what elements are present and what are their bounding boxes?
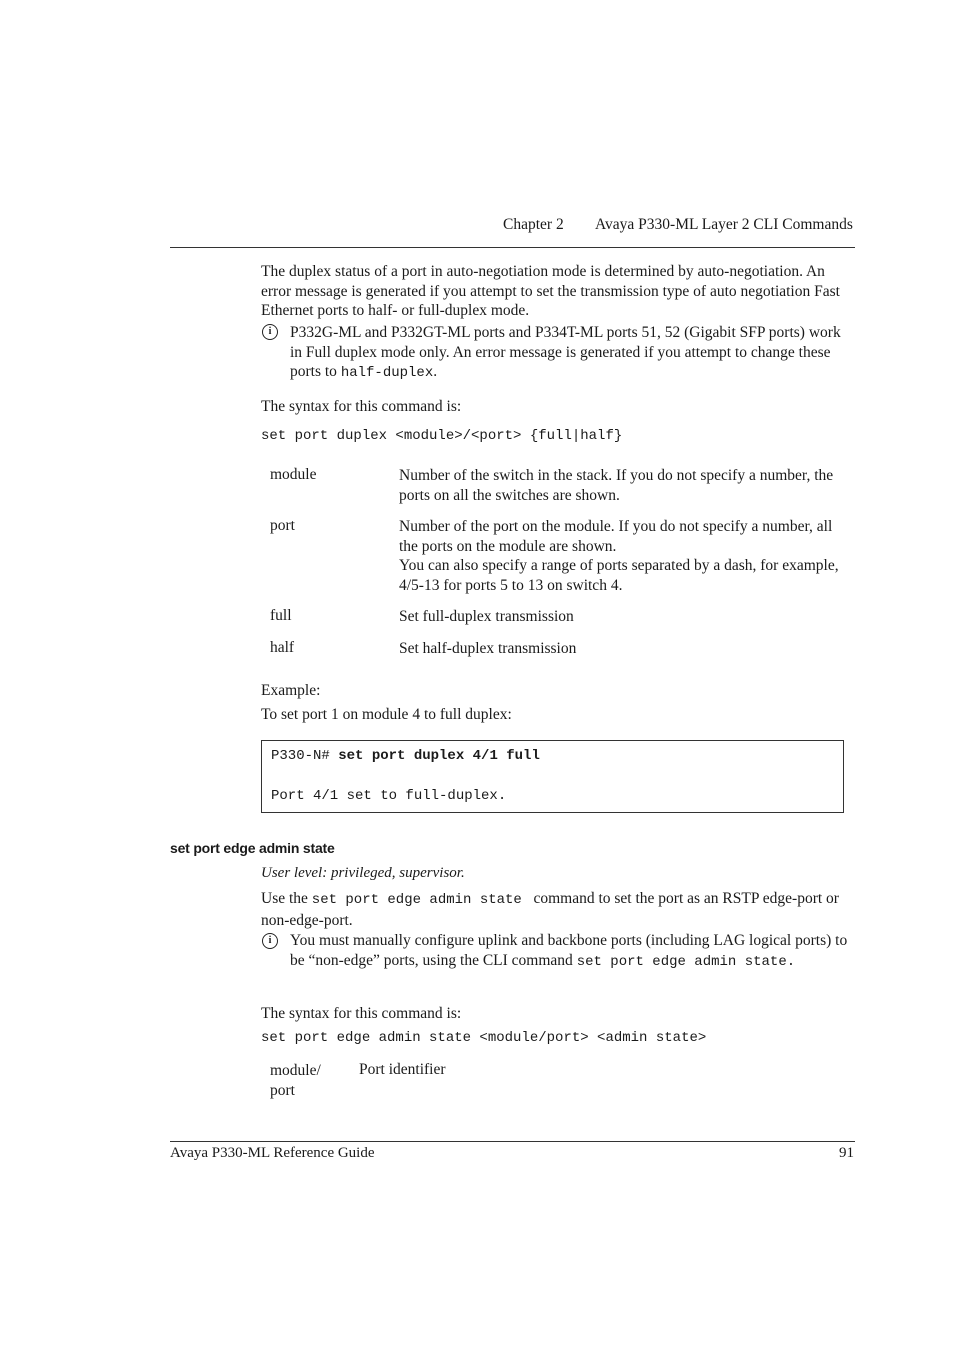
param-desc-extra: You can also specify a range of ports separated by a dash, for example, 4/5-13 for ports 5 to 13 on switch 4. [399, 557, 839, 594]
param-desc: Port identifier [359, 1061, 446, 1078]
duplex-intro: The duplex status of a port in auto-negotiation mode is determined by auto-negotiation. An error message is generated if you attempt to set the transmission type of auto negotiation Fast Ethernet ports to half- or full-duplex mode. [261, 263, 840, 319]
example-command: set port duplex 4/1 full [338, 748, 540, 764]
param-term: full [270, 607, 292, 624]
example-intro: To set port 1 on module 4 to full duplex: [261, 706, 512, 723]
example-code-box [261, 740, 844, 813]
info-icon: i [262, 324, 278, 340]
footer-title: Avaya P330-ML Reference Guide [170, 1145, 375, 1161]
edge-syntax: set port edge admin state <module/port> <admin state> [261, 1030, 707, 1046]
param-term: half [270, 639, 295, 656]
info-icon: i [262, 933, 278, 949]
param-term: module [270, 466, 317, 483]
param-desc: Number of the port on the module. If you do not specify a number, all the ports on the module are shown. [399, 518, 833, 555]
param-term: port [270, 517, 295, 534]
user-level: User level: privileged, supervisor. [261, 865, 465, 881]
chapter-label: Chapter 2 [503, 216, 564, 233]
note-code: half-duplex [340, 365, 434, 381]
inline-code: set port edge admin state [311, 892, 522, 908]
example-prompt: P330-N# [271, 748, 330, 764]
header-rule [170, 247, 855, 248]
param-desc: Set full-duplex transmission [399, 608, 574, 625]
footer-rule [170, 1141, 855, 1142]
page-number: 91 [839, 1145, 854, 1161]
example-label: Example: [261, 682, 321, 699]
example-command-line [271, 748, 540, 764]
param-term: module/ port [270, 1062, 321, 1099]
duplex-syntax-intro: The syntax for this command is: [261, 398, 462, 415]
duplex-syntax: set port duplex <module>/<port> {full|half} [261, 428, 623, 444]
edge-note: You must manually configure uplink and backbone ports (including LAG logical ports) to be “non-edge” ports, using the CLI command set port edge admin state. [290, 932, 848, 970]
header-title: Avaya P330-ML Layer 2 CLI Commands [595, 216, 853, 233]
duplex-note: P332G-ML and P332GT-ML ports and P334T-ML ports 51, 52 (Gigabit SFP ports) work in Full duplex mode only. An error message is generated if you attempt to change these ports to half-duplex. [290, 324, 841, 381]
section-heading: set port edge admin state [170, 840, 335, 856]
note-code: set port edge admin state. [576, 953, 796, 970]
param-desc: Number of the switch in the stack. If you do not specify a number, the ports on all the switches are shown. [399, 467, 834, 504]
example-output: Port 4/1 set to full-duplex. [271, 788, 507, 804]
edge-description: Use the set port edge admin state command to set the port as an RSTP edge-port or non-edge-port. [261, 890, 839, 929]
edge-syntax-intro: The syntax for this command is: [261, 1005, 462, 1022]
param-desc: Set half-duplex transmission [399, 640, 577, 657]
